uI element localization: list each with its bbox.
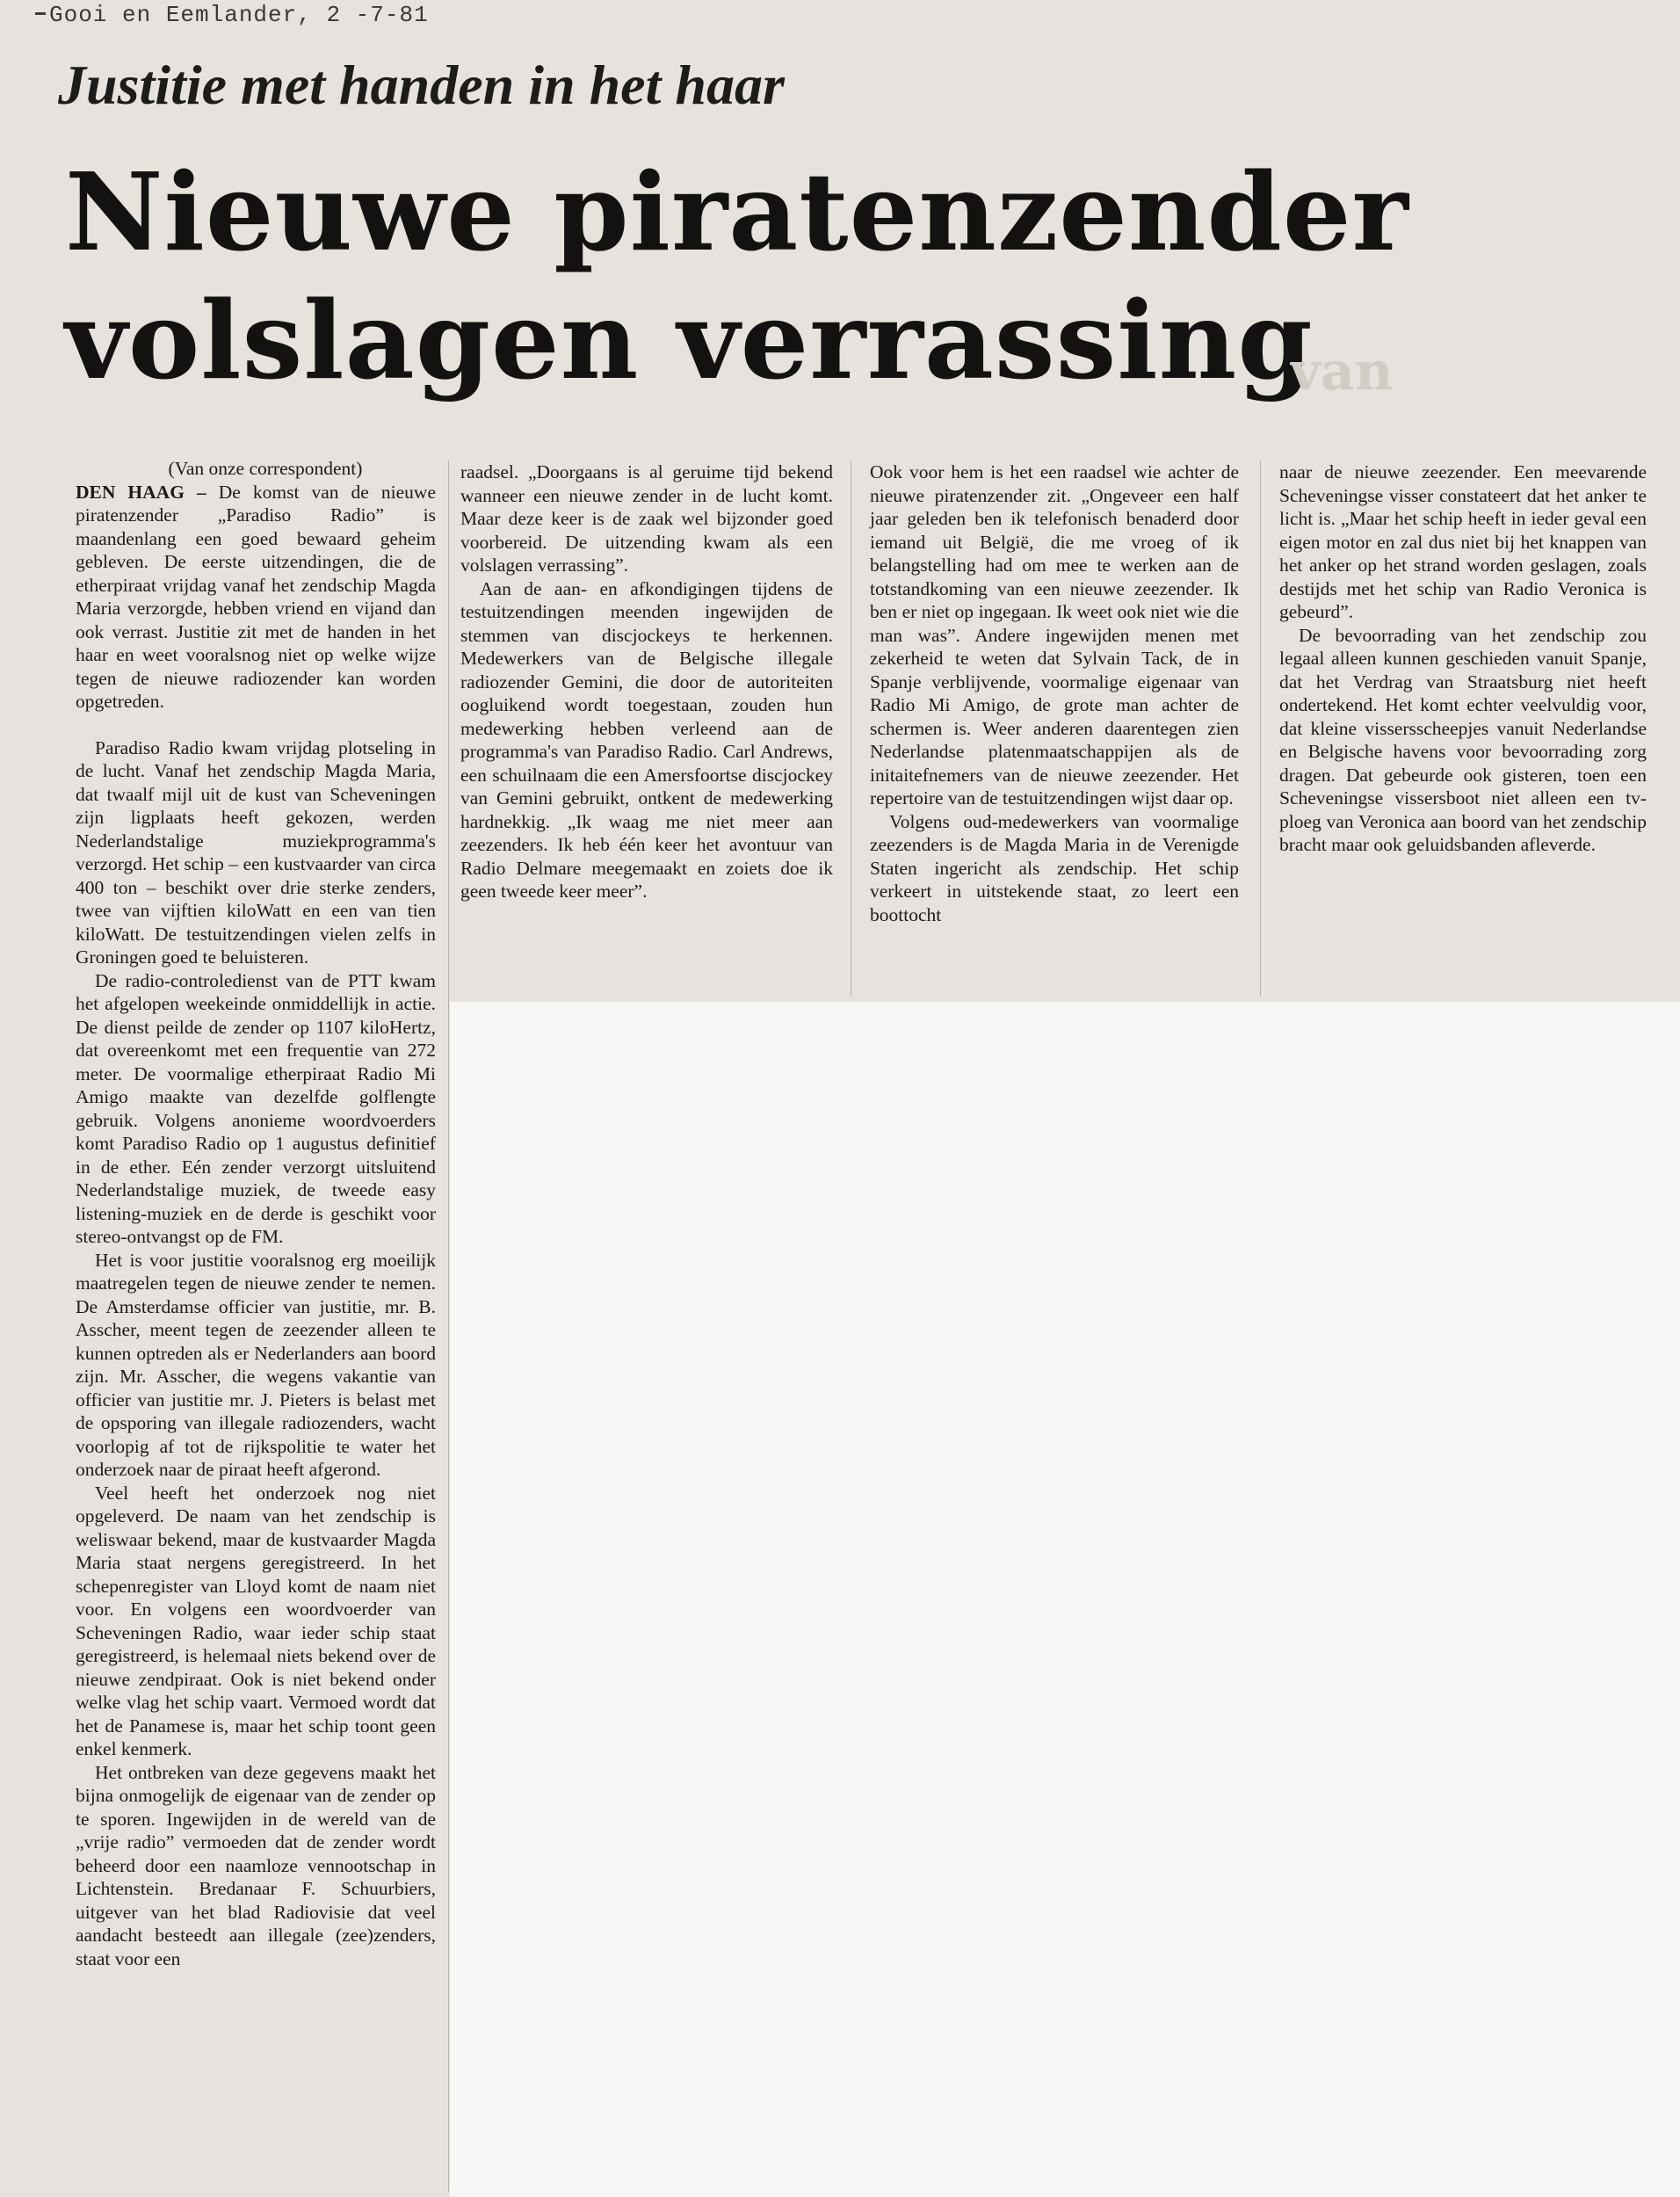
column-rule [1260, 460, 1261, 997]
headline-line-2: volslagen verrassing [65, 277, 1314, 403]
paragraph: raadsel. „Doorgaans is al geruime tijd bekend wanneer een nieuwe zender in de lucht komt. Maar deze keer is de zaak wel bijzonder goed voorbereid. De uitzending kwam als een volslagen verrassing”. [460, 461, 833, 576]
paragraph: Ook voor hem is het een raadsel wie achter de nieuwe piratenzender zit. „Ongeveer een half jaar geleden ben ik telefonisch benaderd door iemand uit België, die me vroeg of ik belangstelling had om mee te werken aan de totstandkoming van een nieuwe zeezender. Ik ben er niet op ingegaan. Ik weet ook niet wie die man was”. Andere ingewijden menen met zekerheid te weten dat Sylvain Tack, de in Spanje verblijvende, voormalige eigenaar van Radio Mi Amigo, de grote man achter de schermen is. Weer anderen daarentegen zien Nederlandse platenmaatschappijen als de initaitefnemers van de nieuwe zeezender. Het repertoire van de testuitzendingen wijst daar op. [870, 461, 1239, 808]
dateline: DEN HAAG – [76, 481, 219, 503]
article-column-2 [460, 460, 833, 903]
paragraph: De radio-controledienst van de PTT kwam het afgelopen weekeinde onmiddellijk in actie. De dienst peilde de zender op 1107 kiloHertz, dat overeenkomt met een frequentie van 272 meter. De voormalige etherpiraat Radio Mi Amigo maakte van dezelfde golflengte gebruik. Volgens anonieme woordvoerders komt Paradiso Radio op 1 augustus definitief in de ether. Eén zender verzorgt uitsluitend Nederlandstalige muziek, de tweede easy listening-muziek en de derde is geschikt voor stereo-ontvangst op de FM. [76, 969, 436, 1247]
paragraph-text: De komst van de nieuwe piratenzender „Paradiso Radio” is maandenlang een goed bewaard geheim gebleven. De eerste uitzendingen, die de etherpiraat vrijdag vanaf het zendschip Magda Maria verzorgde, hebben vriend en vijand dan ook verrast. Justitie zit met de handen in het haar en weet vooralsnog niet op welke wijze tegen de nieuwe radiozender kan worden opgetreden. [76, 481, 436, 712]
stamp-dash [35, 12, 46, 15]
kicker: Justitie met handen in het haar [58, 54, 785, 116]
article-column-3 [870, 460, 1239, 926]
paragraph [76, 481, 436, 714]
article-column-4 [1279, 460, 1647, 857]
bleed-through-text: van [1290, 341, 1394, 402]
headline-line-1: Nieuwe piratenzender [65, 149, 1409, 275]
paragraph: Paradiso Radio kwam vrijdag plotseling in de lucht. Vanaf het zendschip Magda Maria, dat twaalf mijl uit de kust van Scheveningen zijn ligplaats heeft gekozen, werden Nederlandstalige muziekprogramma's verzorgd. Het schip – een kustvaarder van circa 400 ton – beschikt over drie sterke zenders, twee van vijftien kiloWatt en een van tien kiloWatt. De testuitzendingen vielen zelfs in Groningen goed te beluisteren. [76, 736, 436, 968]
byline: (Van onze correspondent) [168, 458, 363, 479]
blank-area [450, 1002, 1680, 2197]
paragraph: Het ontbreken van deze gegevens maakt het bijna onmogelijk de eigenaar van de zender op te sporen. Ingewijden in de wereld van de „vrije radio” vermoeden dat de zender wordt beheerd door een naamloze vennootschap in Lichtenstein. Bredanaar F. Schuurbiers, uitgever van het blad Radiovisie dat veel aandacht besteedt aan illegale (zee)zenders, staat voor een [76, 1761, 436, 1969]
paragraph: Aan de aan- en afkondigingen tijdens de testuitzendingen meenden ingewijden de stemmen van discjockeys te herkennen. Medewerkers van de Belgische illegale radiozender Gemini, die door de autoriteiten oogluikend wordt toegestaan, zouden hun medewerking hebben verleend aan de programma's van Paradiso Radio. Carl Andrews, een schuilnaam die een Amersfoortse discjockey van Gemini gebruikt, ontkent de medewerking hardnekkig. „Ik waag me niet meer aan zeezenders. Ik heb één keer het avontuur van Radio Delmare meegemaakt en zoiets doe ik geen tweede keer meer”. [460, 577, 833, 902]
source-stamp: Gooi en Eemlander, 2 -7-81 [49, 2, 429, 28]
article-column-1 [76, 457, 436, 1970]
paragraph: Veel heeft het onderzoek nog niet opgeleverd. De naam van het zendschip is weliswaar bekend, maar de kustvaarder Magda Maria staat nergens geregistreerd. In het schepenregister van Lloyd komt de naam niet voor. En volgens een woordvoerder van Scheveningen Radio, waar ieder schip staat geregistreerd, is helemaal niets bekend over de nieuwe zendpiraat. Ook is niet bekend onder welke vlag het schip vaart. Vermoed wordt dat het de Panamese is, maar het schip toont geen enkel kenmerk. [76, 1482, 436, 1759]
column-rule [448, 460, 449, 2192]
paragraph: naar de nieuwe zeezender. Een meevarende Scheveningse visser constateert dat het anker te licht is. „Maar het schip heeft in ieder geval een eigen motor en zal dus niet bij het knappen van het anker op het strand worden geslagen, zoals destijds met het schip van Radio Veronica is gebeurd”. [1279, 461, 1647, 622]
paragraph: De bevoorrading van het zendschip zou legaal alleen kunnen geschieden vanuit Spanje, dat het Verdrag van Straatsburg niet heeft ondertekend. Het komt echter veelvuldig voor, dat kleine vissersscheepjes vanuit Nederlandse en Belgische havens voor bevoorrading zorg dragen. Dat gebeurde ook gisteren, toen een Scheveningse vissersboot niet alleen een tv-ploeg van Veronica aan boord van het zendschip bracht maar ook geluidsbanden afleverde. [1279, 624, 1647, 855]
paragraph: Het is voor justitie vooralsnog erg moeilijk maatregelen tegen de nieuwe zender te nemen. De Amsterdamse officier van justitie, mr. B. Asscher, meent tegen de zeezender alleen te kunnen optreden als er Nederlanders aan boord zijn. Mr. Asscher, die wegens vakantie van officier van justitie mr. J. Pieters is belast met de opsporing van illegale radiozenders, wacht voorlopig af tot de rijkspolitie te water het onderzoek naar de piraat heeft afgerond. [76, 1249, 436, 1480]
paragraph: Volgens oud-medewerkers van voormalige zeezenders is de Magda Maria in de Verenigde Staten ingericht als zendschip. Het schip verkeert in uitstekende staat, zo leert een boottocht [870, 810, 1239, 925]
